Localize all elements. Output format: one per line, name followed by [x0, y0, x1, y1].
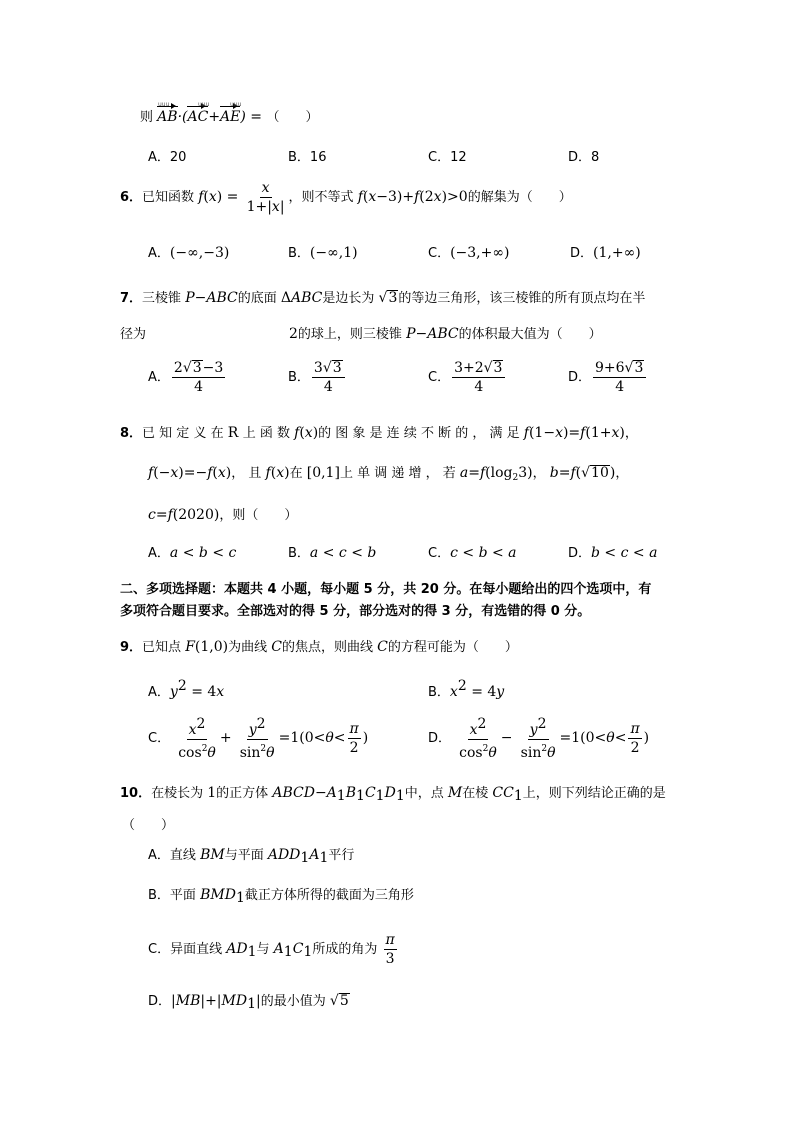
- q7-option-b[interactable]: B． $\frac{3√3}{4}$: [288, 360, 347, 395]
- q8-stem-line1: 8．已 知 定 义 在 R 上 函 数 f(x)的 图 象 是 连 续 不 断 的 ， 满 足 f(1−x)=f(1+x)，: [120, 425, 638, 441]
- q8-stem-line3: c=f(2020)，则（ ）: [148, 507, 298, 523]
- q5-lead: 则: [140, 110, 154, 125]
- scan-mark: uuu: [198, 101, 210, 108]
- q7-option-d[interactable]: D． $\frac{9+6√3}{4}$: [568, 360, 648, 395]
- q7-stem-line1: 7．三棱锥 P−ABC的底面 ΔABC是边长为 √3的等边三角形，该三棱锥的所有顶点均在半: [120, 290, 646, 306]
- section2-heading-line2: 多项符合题目要求。全部选对的得 5 分，部分选对的得 3 分，有选错的得 0 分。: [120, 604, 591, 619]
- q8-stem-line2: f(−x)=−f(x)， 且 f(x)在 [0,1]上 单 调 递 增 ， 若 $a=f(\log_23)$， b=f(√10)，: [148, 465, 629, 483]
- q8-option-a[interactable]: A．a < b < c: [148, 545, 237, 561]
- q10-number: 10．: [120, 786, 152, 801]
- q5-stem: 则 AB·(AC+AE) = （ ）: [140, 109, 319, 125]
- q10-option-a[interactable]: A．直线 BM与平面 $ADD_1A_1$平行: [148, 847, 355, 866]
- q9-option-a[interactable]: A．$y^2 = 4x$: [148, 678, 225, 700]
- q6-number: 6．: [120, 190, 143, 205]
- q8-option-c[interactable]: C．c < b < a: [428, 545, 517, 561]
- q10-option-d[interactable]: D．$|MB|+|MD_1|$的最小值为 √5: [148, 993, 349, 1012]
- q5-option-d[interactable]: D．8: [568, 150, 600, 165]
- q5-option-b[interactable]: B．16: [288, 150, 327, 165]
- q7-stem-line2b: 2的球上，则三棱锥 P−ABC的体积最大值为（ ）: [289, 326, 602, 342]
- q5-paren: （ ）: [266, 110, 319, 125]
- q9-option-d[interactable]: D． $\frac{x^2}{\cos^2\theta}$ − $\frac{y^2}{\sin^2\theta}$ =1(0<θ< $\frac{\pi}{2}$ ): [428, 716, 650, 761]
- q7-number: 7．: [120, 291, 143, 306]
- q10-stem: 10．在棱长为 1的正方体 $ABCD-A_1B_1C_1D_1$中，点 M在棱 $CC_1$上，则下列结论正确的是: [120, 785, 666, 804]
- scan-mark: uuu: [158, 101, 170, 108]
- scan-mark: uuu: [230, 101, 242, 108]
- q6-option-d[interactable]: D．(1,+∞): [570, 245, 641, 261]
- q7-stem-line2a: 径为: [120, 327, 147, 342]
- q6-stem: 6．已知函数 f(x) = $\frac{x}{1+|x|}$ ，则不等式 f(x−3)+f(2x)>0的解集为（ ）: [120, 180, 572, 215]
- q10-paren: （ ）: [122, 818, 175, 833]
- q10-option-c[interactable]: C．异面直线 $AD_1$与 $A_1C_1$所成的角为 $\frac{\pi}{3}$: [148, 932, 395, 967]
- q9-number: 9．: [120, 640, 143, 655]
- q6-option-b[interactable]: B．(−∞,1): [288, 245, 358, 261]
- q6-option-c[interactable]: C．(−3,+∞): [428, 245, 510, 261]
- q8-option-d[interactable]: D．b < c < a: [568, 545, 658, 561]
- section2-heading-line1: 二、多项选择题：本题共 4 小题，每小题 5 分，共 20 分。在每小题给出的四个选项中，有: [120, 582, 652, 597]
- q5-option-a[interactable]: A．20: [148, 150, 187, 165]
- q6-option-a[interactable]: A．(−∞,−3): [148, 245, 230, 261]
- q8-option-b[interactable]: B．a < c < b: [288, 545, 377, 561]
- q9-option-b[interactable]: B．$x^2 = 4y$: [428, 678, 505, 700]
- q7-option-a[interactable]: A． $\frac{2√3-3}{4}$: [148, 360, 224, 395]
- q7-option-c[interactable]: C． $\frac{3+2√3}{4}$: [428, 360, 507, 395]
- q10-option-b[interactable]: B．平面 $BMD_1$截正方体所得的截面为三角形: [148, 887, 414, 906]
- q9-stem: 9．已知点 F(1,0)为曲线 C的焦点，则曲线 C的方程可能为（ ）: [120, 639, 518, 655]
- q5-option-c[interactable]: C．12: [428, 150, 467, 165]
- q9-option-c[interactable]: C． $\frac{x^2}{\cos^2\theta}$ + $\frac{y^2}{\sin^2\theta}$ =1(0<θ< $\frac{\pi}{2}$ ): [148, 716, 369, 761]
- q8-number: 8．: [120, 426, 143, 441]
